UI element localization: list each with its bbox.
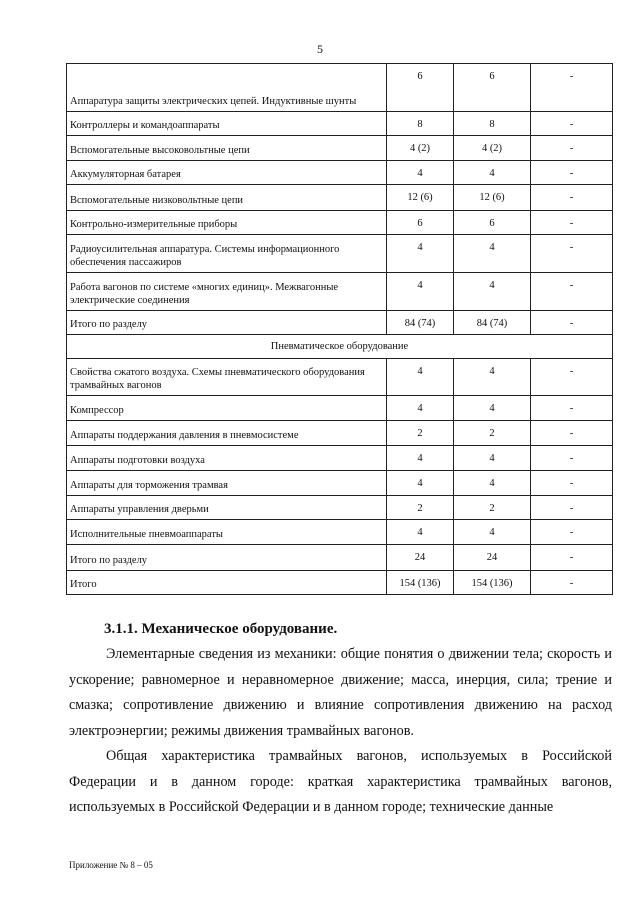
- hours-practice-cell: -: [531, 185, 613, 211]
- section-header-row: [67, 335, 613, 359]
- hours-practice-cell: -: [531, 235, 613, 273]
- topic-cell: Аппараты поддержания давления в пневмосистеме: [67, 421, 387, 446]
- table-row: [67, 161, 613, 185]
- topic-cell: Исполнительные пневмоаппараты: [67, 520, 387, 545]
- topic-cell: Аппараты для торможения трамвая: [67, 471, 387, 496]
- paragraph: Элементарные сведения из механики: общие понятия о движении тела; скорость и ускорение; равномерное и неравномерное движение; масса, инерция, сила; трение и смазка; сопротивление движению и влияние сопротивления движению на расход электроэнергии; режимы движения трамвайных вагонов.: [69, 646, 612, 739]
- table-row: [67, 112, 613, 136]
- table-row: [67, 545, 613, 571]
- hours-total-cell: 4: [387, 161, 454, 185]
- topic-cell: Компрессор: [67, 396, 387, 421]
- hours-theory-cell: 12 (6): [454, 185, 531, 211]
- table-row: [67, 421, 613, 446]
- page-number: 5: [317, 42, 323, 56]
- hours-theory-cell: 4: [454, 273, 531, 311]
- hours-total-cell: 2: [387, 421, 454, 446]
- hours-theory-cell: 4: [454, 161, 531, 185]
- hours-theory-cell: 4: [454, 520, 531, 545]
- section-heading: 3.1.1. Механическое оборудование.: [104, 621, 338, 637]
- hours-total-cell: 24: [387, 545, 454, 571]
- topic-cell: Аппараты подготовки воздуха: [67, 446, 387, 471]
- hours-theory-cell: 6: [454, 211, 531, 235]
- table-row: [67, 64, 613, 112]
- topic-cell: Аппараты управления дверьми: [67, 496, 387, 520]
- hours-theory-cell: 4: [454, 446, 531, 471]
- table-row: [67, 396, 613, 421]
- topic-cell: Аккумуляторная батарея: [67, 161, 387, 185]
- hours-practice-cell: -: [531, 496, 613, 520]
- table-row: [67, 273, 613, 311]
- footer-note: Приложение № 8 – 05: [69, 860, 153, 870]
- hours-theory-cell: 4: [454, 235, 531, 273]
- table-row: [67, 136, 613, 161]
- hours-theory-cell: 6: [454, 64, 531, 112]
- hours-practice-cell: -: [531, 545, 613, 571]
- hours-practice-cell: -: [531, 112, 613, 136]
- hours-theory-cell: 2: [454, 496, 531, 520]
- topic-cell: Свойства сжатого воздуха. Схемы пневматического оборудования трамвайных вагонов: [67, 359, 387, 396]
- hours-theory-cell: 8: [454, 112, 531, 136]
- topic-cell: Аппаратура защиты электрических цепей. Индуктивные шунты: [67, 64, 387, 112]
- hours-total-cell: 154 (136): [387, 571, 454, 595]
- table-row: [67, 311, 613, 335]
- table-row: [67, 185, 613, 211]
- table-row: [67, 211, 613, 235]
- topic-cell: Вспомогательные низковольтные цепи: [67, 185, 387, 211]
- topic-cell: Контроллеры и командоаппараты: [67, 112, 387, 136]
- hours-total-cell: 4: [387, 446, 454, 471]
- hours-total-cell: 4: [387, 359, 454, 396]
- table-body: [67, 64, 613, 595]
- hours-practice-cell: -: [531, 471, 613, 496]
- hours-total-cell: 4: [387, 396, 454, 421]
- hours-practice-cell: -: [531, 211, 613, 235]
- paragraph: Общая характеристика трамвайных вагонов, используемых в Российской Федерации и в данном городе: краткая характеристика трамвайных вагонов, используемых в Российской Федерации и в данном городе; технические данные: [69, 748, 612, 815]
- hours-total-cell: 6: [387, 64, 454, 112]
- topic-cell: Итого по разделу: [67, 545, 387, 571]
- hours-total-cell: 4: [387, 520, 454, 545]
- topic-cell: Работа вагонов по системе «многих единиц». Межвагонные электрические соединения: [67, 273, 387, 311]
- curriculum-table: [66, 63, 613, 595]
- hours-theory-cell: 154 (136): [454, 571, 531, 595]
- table-row: [67, 471, 613, 496]
- table-row: [67, 571, 613, 595]
- hours-theory-cell: 4: [454, 471, 531, 496]
- topic-cell: Вспомогательные высоковольтные цепи: [67, 136, 387, 161]
- hours-practice-cell: -: [531, 571, 613, 595]
- hours-theory-cell: 84 (74): [454, 311, 531, 335]
- hours-theory-cell: 4 (2): [454, 136, 531, 161]
- hours-practice-cell: -: [531, 421, 613, 446]
- hours-practice-cell: -: [531, 273, 613, 311]
- hours-total-cell: 8: [387, 112, 454, 136]
- table-row: [67, 359, 613, 396]
- hours-total-cell: 12 (6): [387, 185, 454, 211]
- hours-total-cell: 4: [387, 471, 454, 496]
- hours-total-cell: 4: [387, 273, 454, 311]
- hours-practice-cell: -: [531, 64, 613, 112]
- hours-practice-cell: -: [531, 136, 613, 161]
- table-row: [67, 496, 613, 520]
- topic-cell: Итого: [67, 571, 387, 595]
- hours-total-cell: 6: [387, 211, 454, 235]
- hours-total-cell: 84 (74): [387, 311, 454, 335]
- hours-practice-cell: -: [531, 520, 613, 545]
- hours-theory-cell: 24: [454, 545, 531, 571]
- hours-practice-cell: -: [531, 396, 613, 421]
- hours-theory-cell: 4: [454, 396, 531, 421]
- hours-practice-cell: -: [531, 161, 613, 185]
- hours-total-cell: 4: [387, 235, 454, 273]
- topic-cell: Итого по разделу: [67, 311, 387, 335]
- table-row: [67, 235, 613, 273]
- hours-theory-cell: 2: [454, 421, 531, 446]
- hours-practice-cell: -: [531, 359, 613, 396]
- hours-theory-cell: 4: [454, 359, 531, 396]
- hours-total-cell: 4 (2): [387, 136, 454, 161]
- topic-cell: Контрольно-измерительные приборы: [67, 211, 387, 235]
- hours-total-cell: 2: [387, 496, 454, 520]
- hours-practice-cell: -: [531, 446, 613, 471]
- section-title: Пневматическое оборудование: [67, 335, 613, 359]
- table-row: [67, 520, 613, 545]
- topic-cell: Радиоусилительная аппаратура. Системы информационного обеспечения пассажиров: [67, 235, 387, 273]
- table-row: [67, 446, 613, 471]
- hours-practice-cell: -: [531, 311, 613, 335]
